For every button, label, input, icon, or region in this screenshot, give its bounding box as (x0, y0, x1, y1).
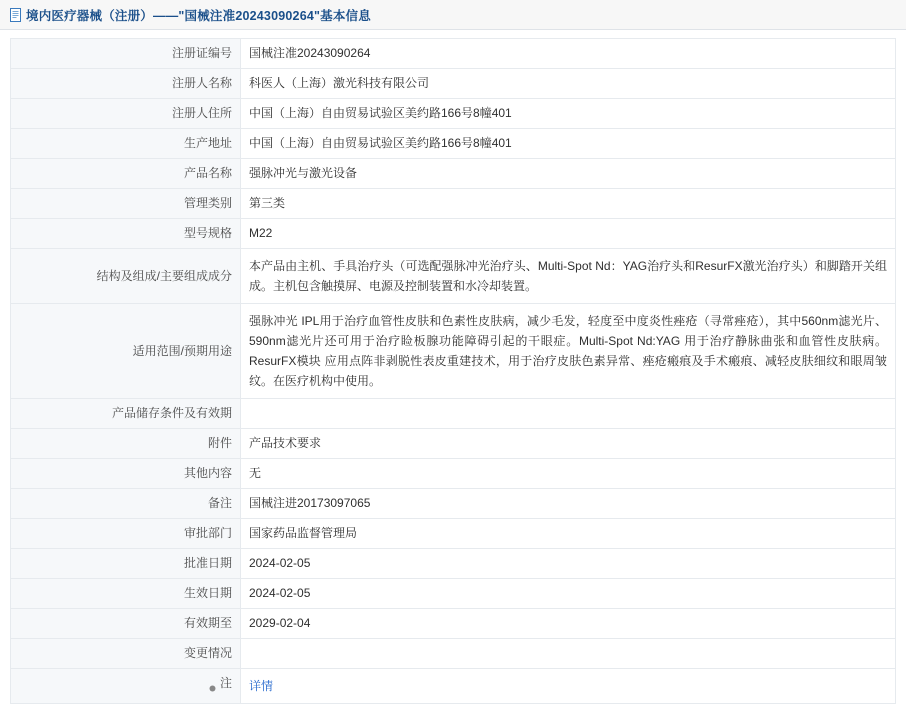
row-value: 国械注进20173097065 (241, 489, 896, 519)
row-label: 其他内容 (11, 459, 241, 489)
info-table-container (0, 30, 906, 704)
table-row (11, 99, 896, 129)
row-label: 变更情况 (11, 639, 241, 669)
row-value: 第三类 (241, 189, 896, 219)
row-label: 结构及组成/主要组成成分 (11, 249, 241, 304)
row-value: 强脉冲光与激光设备 (241, 159, 896, 189)
row-label: 注册人住所 (11, 99, 241, 129)
table-row (11, 39, 896, 69)
row-label: 有效期至 (11, 609, 241, 639)
row-label: 管理类别 (11, 189, 241, 219)
table-row (11, 219, 896, 249)
row-value: 强脉冲光 IPL用于治疗血管性皮肤和色素性皮肤病，减少毛发，轻度至中度炎性痤疮（寻常痤疮），其中560nm滤光片、590nm滤光片还可用于治疗睑板腺功能障碍引起的干眼症。Multi-Spot Nd:YAG 用于治疗静脉曲张和血管性皮肤病。ResurFX模块 应用点阵非剥脱性表皮重建技术，用于治疗皮肤色素异常、痤疮瘢痕及手术瘢痕、减轻皮肤细纹和眼周皱纹。在医疗机构中使用。 (241, 304, 896, 399)
row-value: 无 (241, 459, 896, 489)
row-label: 备注 (11, 489, 241, 519)
row-value: 本产品由主机、手具治疗头（可选配强脉冲光治疗头、Multi-Spot Nd：YAG治疗头和ResurFX激光治疗头）和脚踏开关组成。主机包含触摸屏、电源及控制装置和水冷却装置。 (241, 249, 896, 304)
table-row (11, 399, 896, 429)
row-value: 国家药品监督管理局 (241, 519, 896, 549)
table-row (11, 189, 896, 219)
note-label-wrap (208, 674, 232, 693)
table-row (11, 459, 896, 489)
row-value: 2024-02-05 (241, 549, 896, 579)
registration-info-table (10, 38, 896, 704)
table-body (11, 39, 896, 704)
table-row (11, 579, 896, 609)
document-icon (10, 8, 23, 22)
table-row (11, 549, 896, 579)
table-row (11, 609, 896, 639)
table-row (11, 69, 896, 99)
table-row (11, 249, 896, 304)
row-value: 中国（上海）自由贸易试验区美约路166号8幢401 (241, 129, 896, 159)
row-label: 产品储存条件及有效期 (11, 399, 241, 429)
table-row (11, 159, 896, 189)
row-label: 生效日期 (11, 579, 241, 609)
row-value (241, 399, 896, 429)
row-value (241, 639, 896, 669)
table-row (11, 639, 896, 669)
page-header (0, 0, 906, 30)
row-label: 审批部门 (11, 519, 241, 549)
bullet-icon (208, 680, 217, 689)
table-row (11, 304, 896, 399)
row-label: 适用范围/预期用途 (11, 304, 241, 399)
row-label: 型号规格 (11, 219, 241, 249)
row-label: 生产地址 (11, 129, 241, 159)
row-value: M22 (241, 219, 896, 249)
detail-link[interactable]: 详情 (249, 678, 274, 693)
note-label: 注 (219, 676, 232, 690)
row-label: 批准日期 (11, 549, 241, 579)
page-title: 境内医疗器械（注册）——"国械注准20243090264"基本信息 (26, 8, 371, 23)
row-label: 附件 (11, 429, 241, 459)
table-row (11, 429, 896, 459)
row-value: 国械注准20243090264 (241, 39, 896, 69)
table-row-note (11, 669, 896, 704)
table-row (11, 129, 896, 159)
row-value: 产品技术要求 (241, 429, 896, 459)
row-label: 注册人名称 (11, 69, 241, 99)
row-label: 注册证编号 (11, 39, 241, 69)
table-row (11, 489, 896, 519)
row-value: 2029-02-04 (241, 609, 896, 639)
row-label: 产品名称 (11, 159, 241, 189)
row-value: 中国（上海）自由贸易试验区美约路166号8幢401 (241, 99, 896, 129)
note-value-cell (241, 669, 896, 704)
note-label-cell (11, 669, 241, 704)
row-value: 2024-02-05 (241, 579, 896, 609)
table-row (11, 519, 896, 549)
row-value: 科医人（上海）激光科技有限公司 (241, 69, 896, 99)
